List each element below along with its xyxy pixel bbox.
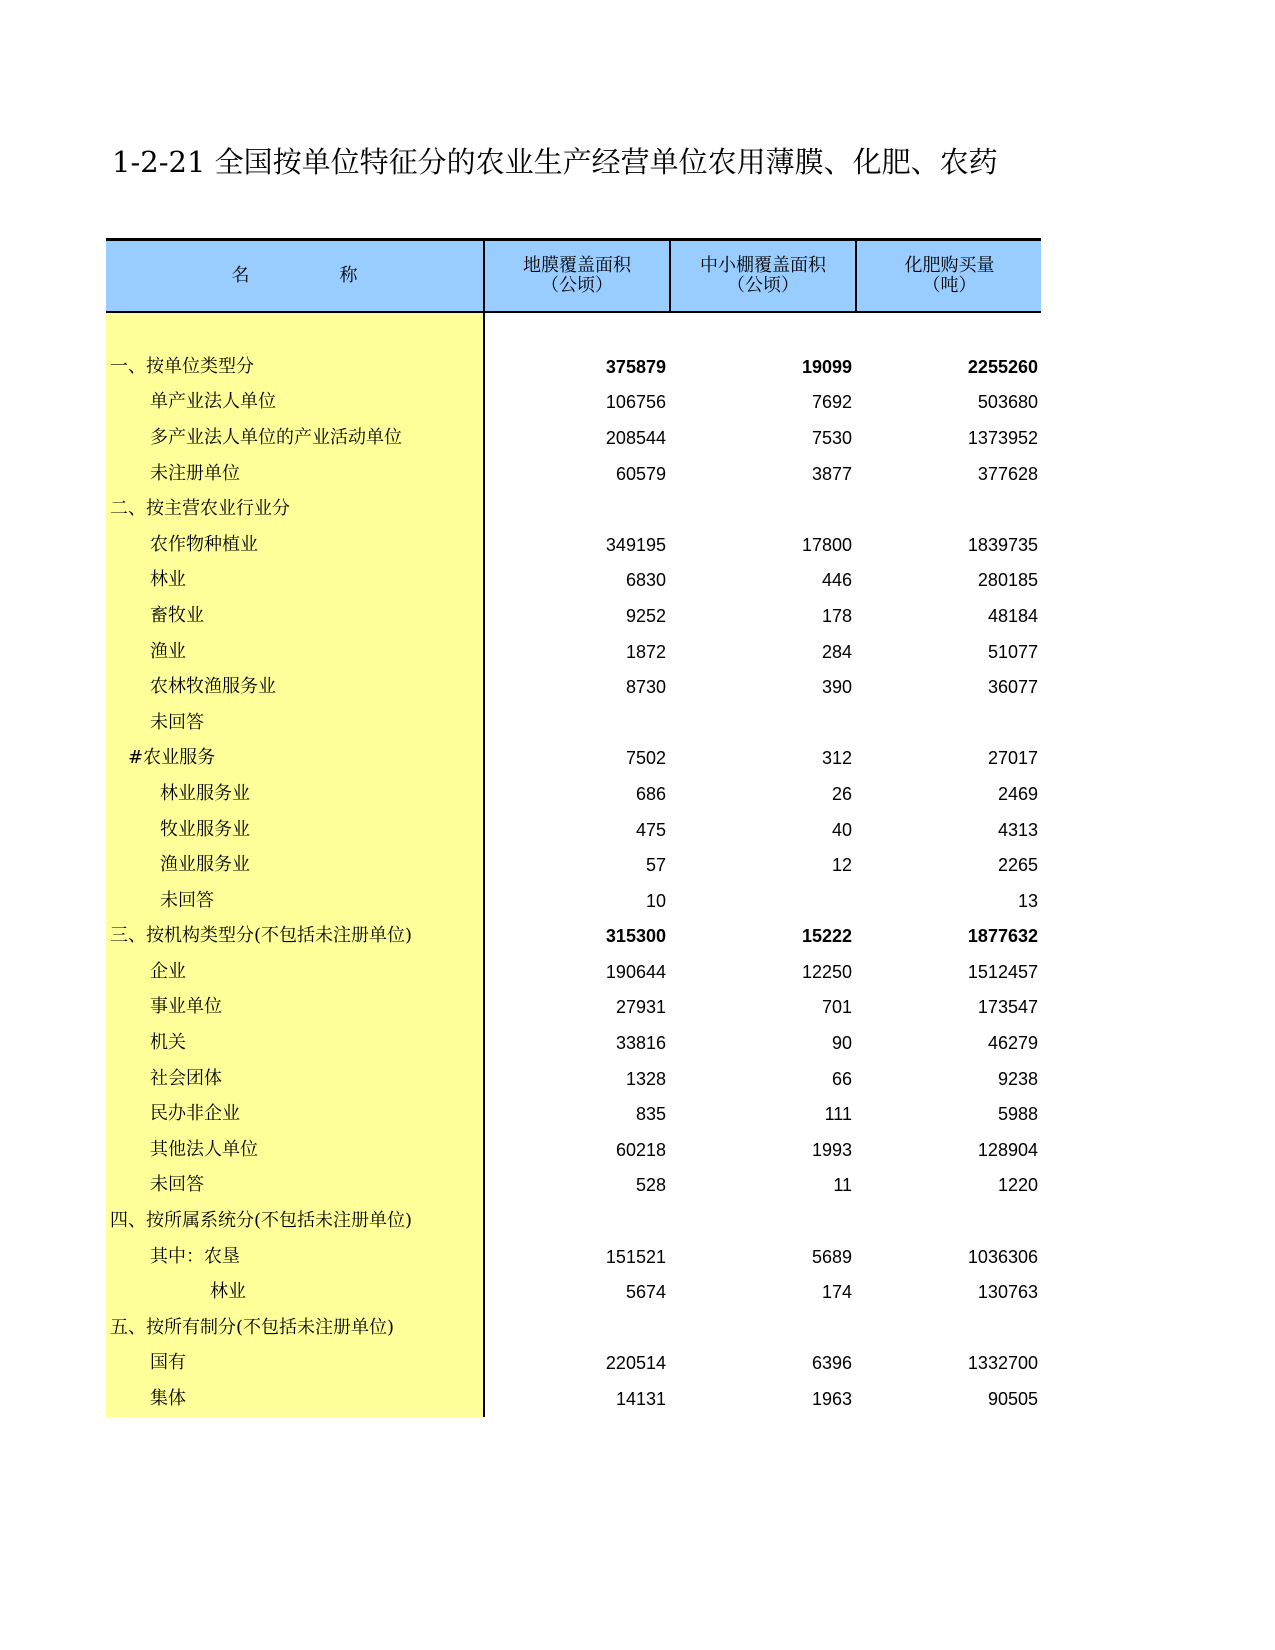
- cell-fertilizer: 4313: [997, 819, 1038, 840]
- table-row: [106, 1096, 1041, 1132]
- row-label: 渔业服务业: [106, 847, 484, 883]
- cell-shed: 19099: [801, 356, 852, 377]
- header-mulch-area-label: 地膜覆盖面积: [523, 255, 631, 276]
- cell-fertilizer: 36077: [987, 677, 1038, 698]
- cell-fertilizer: 48184: [987, 605, 1038, 626]
- row-label: 其他法人单位: [106, 1132, 484, 1168]
- row-label: 单产业法人单位: [106, 385, 484, 421]
- table-row: [106, 1025, 1041, 1061]
- cell-shed: 1963: [811, 1389, 852, 1410]
- row-label: 机关: [106, 1025, 484, 1061]
- cell-shed: 11: [833, 1175, 852, 1196]
- cell-fertilizer: 2255260: [967, 356, 1038, 377]
- cell-fertilizer: 1220: [997, 1175, 1038, 1196]
- cell-shed: [670, 491, 856, 527]
- cell-mulch: 315300: [605, 926, 666, 947]
- table-row: [106, 385, 1041, 421]
- cell-shed: 390: [821, 677, 852, 698]
- row-label: 三、按机构类型分(不包括未注册单位): [106, 919, 484, 955]
- row-label: 农林牧渔服务业: [106, 669, 484, 705]
- cell-shed: 15222: [801, 926, 852, 947]
- table-row: [106, 598, 1041, 634]
- cell-fertilizer: 1036306: [967, 1246, 1038, 1267]
- cell-mulch: 835: [635, 1104, 666, 1125]
- table-header-row: [106, 240, 1041, 313]
- header-shed-area: [670, 240, 856, 313]
- cell-mulch: 106756: [605, 392, 666, 413]
- cell-fertilizer: [856, 491, 1041, 527]
- table-row: [106, 1310, 1041, 1346]
- cell-mulch: 349195: [605, 534, 666, 555]
- cell-shed: 40: [831, 819, 852, 840]
- row-label: 二、按主营农业行业分: [106, 491, 484, 527]
- table-row: [106, 1132, 1041, 1168]
- header-name-left: 名: [231, 265, 250, 286]
- cell-mulch: 60218: [615, 1139, 666, 1160]
- spacer-row: [106, 312, 1041, 349]
- cell-fertilizer: 128904: [977, 1139, 1038, 1160]
- cell-fertilizer: 1512457: [967, 961, 1038, 982]
- row-label: 林业: [106, 563, 484, 599]
- cell-shed: 5689: [811, 1246, 852, 1267]
- cell-fertilizer: 280185: [977, 570, 1038, 591]
- cell-fertilizer: 51077: [987, 641, 1038, 662]
- data-table: [106, 238, 1041, 1417]
- cell-fertilizer: 27017: [987, 748, 1038, 769]
- cell-fertilizer: 1877632: [967, 926, 1038, 947]
- cell-fertilizer: [856, 1310, 1041, 1346]
- cell-mulch: 190644: [605, 961, 666, 982]
- table-row: [106, 919, 1041, 955]
- table-row: [106, 741, 1041, 777]
- row-label: 林业: [106, 1274, 484, 1310]
- cell-mulch: 475: [635, 819, 666, 840]
- row-label: 民办非企业: [106, 1096, 484, 1132]
- table-row: [106, 420, 1041, 456]
- row-label: 未注册单位: [106, 456, 484, 492]
- cell-fertilizer: 9238: [997, 1068, 1038, 1089]
- row-label: 牧业服务业: [106, 812, 484, 848]
- cell-mulch: 60579: [615, 463, 666, 484]
- row-label: 四、按所属系统分(不包括未注册单位): [106, 1203, 484, 1239]
- header-name: [106, 240, 484, 313]
- cell-mulch: 220514: [605, 1353, 666, 1374]
- table-row: [106, 1274, 1041, 1310]
- cell-mulch: 1328: [625, 1068, 666, 1089]
- row-label: 多产业法人单位的产业活动单位: [106, 420, 484, 456]
- cell-shed: 90: [831, 1033, 852, 1054]
- cell-mulch: 57: [645, 855, 666, 876]
- cell-mulch: 8730: [625, 677, 666, 698]
- cell-shed: 7692: [811, 392, 852, 413]
- row-label: 未回答: [106, 883, 484, 919]
- row-label: 企业: [106, 954, 484, 990]
- table-row: [106, 349, 1041, 385]
- cell-mulch: 5674: [625, 1282, 666, 1303]
- cell-shed: 178: [821, 605, 852, 626]
- cell-mulch: 375879: [605, 356, 666, 377]
- cell-shed: 6396: [811, 1353, 852, 1374]
- cell-fertilizer: 130763: [977, 1282, 1038, 1303]
- row-label: 集体: [106, 1381, 484, 1417]
- cell-shed: 7530: [811, 427, 852, 448]
- cell-shed: 66: [831, 1068, 852, 1089]
- table-row: [106, 1381, 1041, 1417]
- table-row: [106, 563, 1041, 599]
- cell-mulch: 1872: [625, 641, 666, 662]
- cell-shed: 446: [821, 570, 852, 591]
- page-title: 1-2-21 全国按单位特征分的农业生产经营单位农用薄膜、化肥、农药: [112, 145, 998, 179]
- cell-fertilizer: 2265: [997, 855, 1038, 876]
- cell-shed: 111: [824, 1104, 852, 1125]
- cell-mulch: 7502: [625, 748, 666, 769]
- cell-shed: [670, 1310, 856, 1346]
- header-shed-area-unit: （公顷）: [727, 275, 799, 296]
- cell-shed: 12: [831, 855, 852, 876]
- row-label: 畜牧业: [106, 598, 484, 634]
- table-row: [106, 990, 1041, 1026]
- row-label: 未回答: [106, 1168, 484, 1204]
- cell-fertilizer: 46279: [987, 1033, 1038, 1054]
- cell-fertilizer: 1373952: [967, 427, 1038, 448]
- cell-mulch: [484, 1310, 670, 1346]
- cell-shed: 174: [821, 1282, 852, 1303]
- cell-mulch: [484, 1203, 670, 1239]
- cell-shed: 12250: [801, 961, 852, 982]
- table-row: [106, 1346, 1041, 1382]
- cell-mulch: 208544: [605, 427, 666, 448]
- cell-mulch: 528: [635, 1175, 666, 1196]
- table-row: [106, 456, 1041, 492]
- table-row: [106, 705, 1041, 741]
- cell-fertilizer: 173547: [977, 997, 1038, 1018]
- data-table-container: [106, 238, 1041, 1417]
- table-row: [106, 527, 1041, 563]
- cell-fertilizer: 90505: [987, 1389, 1038, 1410]
- header-fertilizer-label: 化肥购买量: [904, 255, 995, 276]
- cell-mulch: 9252: [625, 605, 666, 626]
- cell-fertilizer: 1332700: [967, 1353, 1038, 1374]
- row-label: 未回答: [106, 705, 484, 741]
- header-mulch-area-unit: （公顷）: [541, 275, 613, 296]
- header-mulch-area: [484, 240, 670, 313]
- table-row: [106, 883, 1041, 919]
- cell-mulch: 27931: [615, 997, 666, 1018]
- cell-shed: 17800: [801, 534, 852, 555]
- cell-fertilizer: [856, 1203, 1041, 1239]
- row-label: #农业服务: [106, 741, 484, 777]
- header-fertilizer: [856, 240, 1041, 313]
- cell-fertilizer: 503680: [977, 392, 1038, 413]
- row-label: 渔业: [106, 634, 484, 670]
- header-shed-area-label: 中小棚覆盖面积: [700, 255, 826, 276]
- cell-shed: 701: [821, 997, 852, 1018]
- cell-mulch: 14131: [615, 1389, 666, 1410]
- table-row: [106, 1239, 1041, 1275]
- cell-mulch: [484, 705, 670, 741]
- cell-mulch: 6830: [625, 570, 666, 591]
- cell-fertilizer: [856, 705, 1041, 741]
- table-row: [106, 1168, 1041, 1204]
- table-row: [106, 776, 1041, 812]
- table-row: [106, 491, 1041, 527]
- cell-shed: 3877: [811, 463, 852, 484]
- cell-mulch: 33816: [615, 1033, 666, 1054]
- cell-fertilizer: 2469: [997, 783, 1038, 804]
- row-label: 社会团体: [106, 1061, 484, 1097]
- cell-mulch: [484, 491, 670, 527]
- cell-fertilizer: 5988: [997, 1104, 1038, 1125]
- row-label: 农作物种植业: [106, 527, 484, 563]
- header-fertilizer-unit: （吨）: [922, 275, 977, 296]
- cell-fertilizer: 377628: [977, 463, 1038, 484]
- row-label: 其中：农垦: [106, 1239, 484, 1275]
- cell-mulch: 10: [645, 890, 666, 911]
- table-row: [106, 669, 1041, 705]
- cell-shed: [670, 1203, 856, 1239]
- cell-shed: 1993: [811, 1139, 852, 1160]
- cell-shed: 284: [821, 641, 852, 662]
- cell-fertilizer: 13: [1017, 890, 1038, 911]
- cell-mulch: 151521: [605, 1246, 666, 1267]
- table-row: [106, 812, 1041, 848]
- cell-shed: [670, 883, 856, 919]
- cell-fertilizer: 1839735: [967, 534, 1038, 555]
- row-label: 国有: [106, 1346, 484, 1382]
- cell-mulch: 686: [635, 783, 666, 804]
- table-row: [106, 954, 1041, 990]
- cell-shed: 26: [831, 783, 852, 804]
- cell-shed: [670, 705, 856, 741]
- row-label: 五、按所有制分(不包括未注册单位): [106, 1310, 484, 1346]
- table-row: [106, 634, 1041, 670]
- cell-shed: 312: [821, 748, 852, 769]
- table-row: [106, 847, 1041, 883]
- table-row: [106, 1203, 1041, 1239]
- row-label: 事业单位: [106, 990, 484, 1026]
- header-name-right: 称: [339, 265, 358, 286]
- row-label: 林业服务业: [106, 776, 484, 812]
- table-row: [106, 1061, 1041, 1097]
- row-label: 一、按单位类型分: [106, 349, 484, 385]
